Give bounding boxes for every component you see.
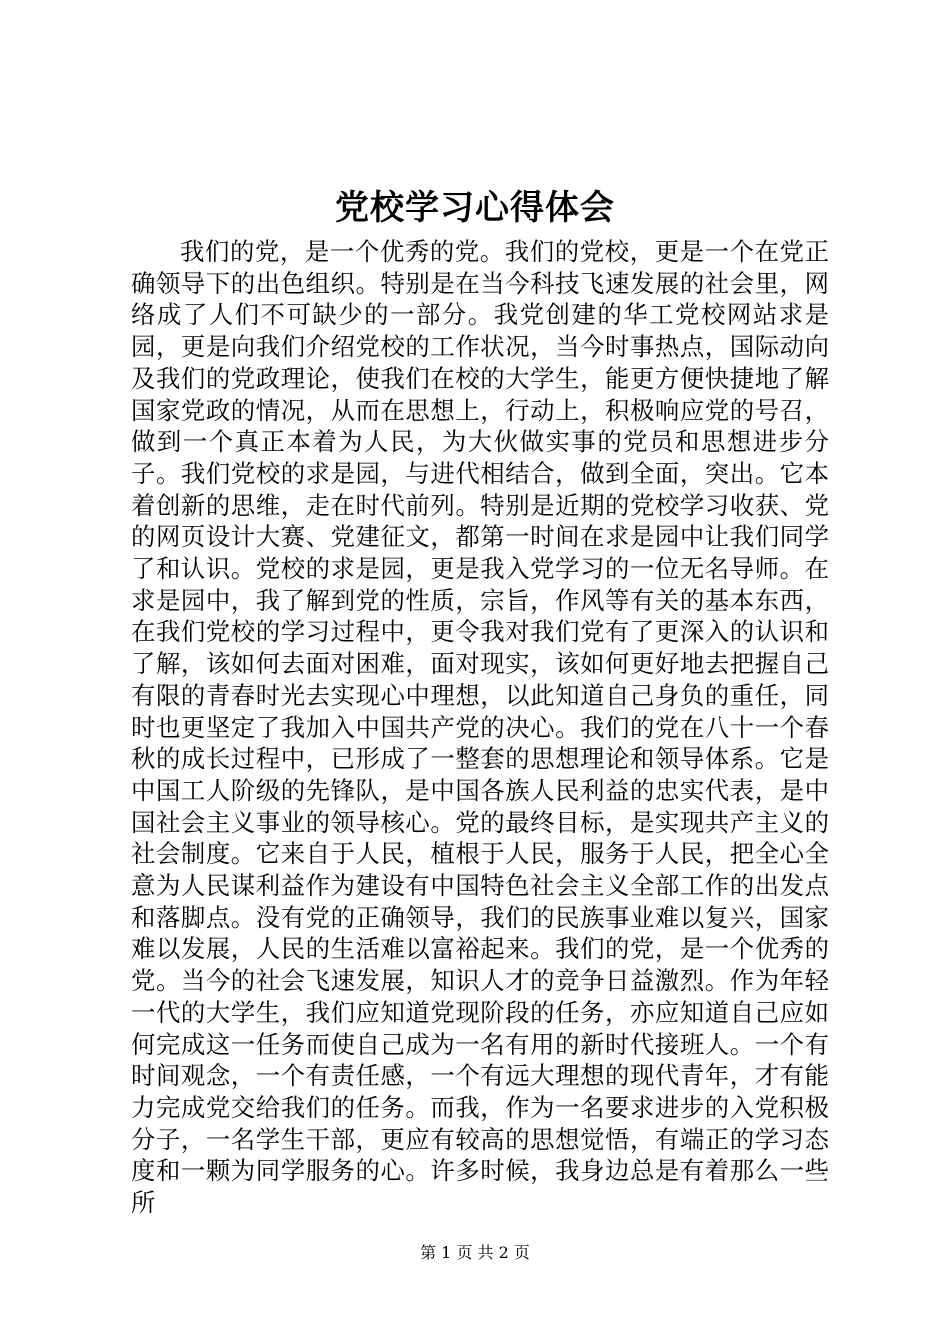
page-footer: 第 1 页 共 2 页 xyxy=(420,1243,530,1262)
document-title: 党校学习心得体会 xyxy=(335,188,615,228)
document-body: 我们的党，是一个优秀的党。我们的党校，更是一个在党正确领导下的出色组织。特别是在当今科技飞速发展的社会里，网络成了人们不可缺少的一部分。我党创建的华工党校网站求是园，更是向我们介绍党校的工作状况，当今时事热点，国际动向及我们的党政理论，使我们在校的大学生，能更方便快捷地了解国家党政的情况，从而在思想上，行动上，积极响应党的号召，做到一个真正本着为人民，为大伙做实事的党员和思想进步分子。我们党校的求是园，与进代相结合，做到全面，突出。它本着创新的思维，走在时代前列。特别是近期的党校学习收获、党的网页设计大赛、党建征文，都第一时间在求是园中让我们同学了和认识。党校的求是园，更是我入党学习的一位无名导师。在求是园中，我了解到党的性质，宗旨，作风等有关的基本东西，在我们党校的学习过程中，更令我对我们党有了更深入的认识和了解，该如何去面对困难，面对现实，该如何更好地去把握自己有限的青春时光去实现心中理想，以此知道自己身负的重任，同时也更坚定了我加入中国共产党的决心。我们的党在八十一个春秋的成长过程中，已形成了一整套的思想理论和领导体系。它是中国工人阶级的先锋队，是中国各族人民利益的忠实代表，是中国社会主义事业的领导核心。党的最终目标，是实现共产主义的社会制度。它来自于人民，植根于人民，服务于人民，把全心全意为人民谋利益作为建设有中国特色社会主义全部工作的出发点和落脚点。没有党的正确领导，我们的民族事业难以复兴，国家难以发展，人民的生活难以富裕起来。我们的党，是一个优秀的党。当今的社会飞速发展，知识人才的竞争日益激烈。作为年轻一代的大学生，我们应知道党现阶段的任务，亦应知道自己应如何完成这一任务而使自己成为一名有用的新时代接班人。一个有时间观念，一个有责任感，一个有远大理想的现代青年，才有能力完成党交给我们的任务。而我，作为一名要求进步的入党积极分子，一名学生干部，更应有较高的思想觉悟，有端正的学习态度和一颗为同学服务的心。许多时候，我身边总是有着那么一些所 xyxy=(131,237,829,1218)
